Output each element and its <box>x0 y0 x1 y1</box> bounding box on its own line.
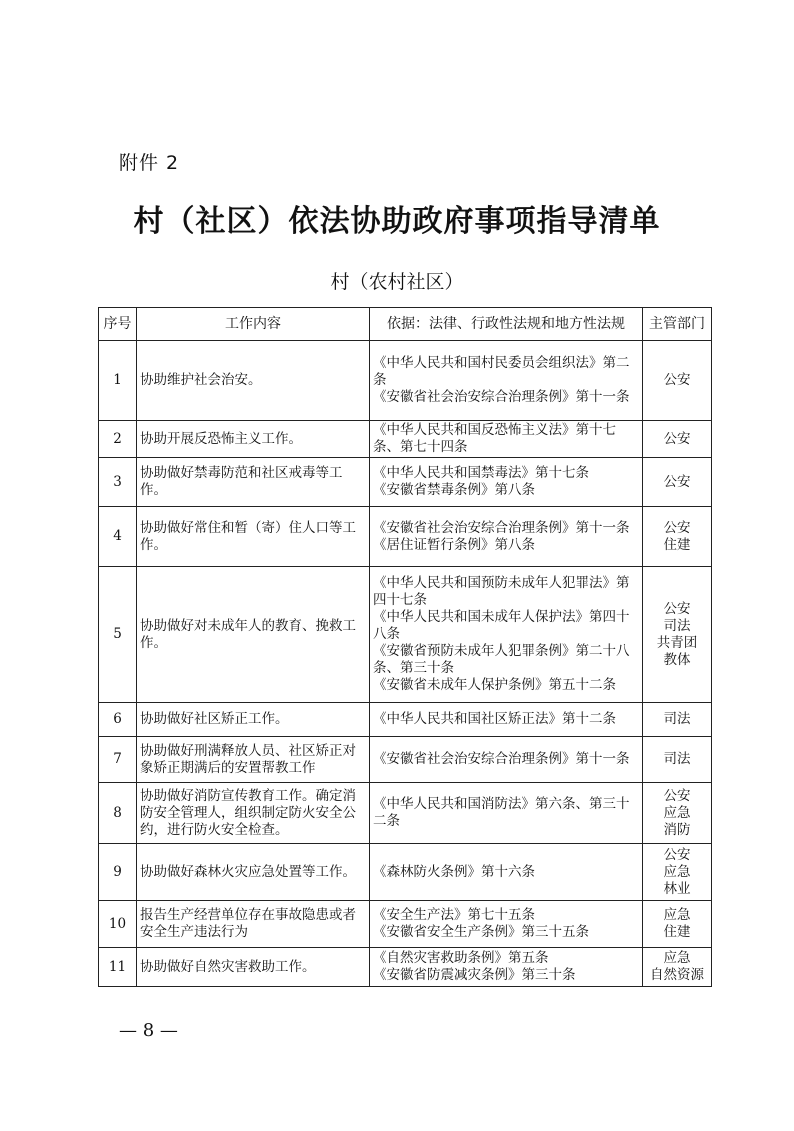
legal-basis <box>370 901 643 948</box>
work-content: 协助做好社区矫正工作。 <box>137 703 370 737</box>
legal-basis-line: 《中华人民共和国消防法》第六条、第三十二条 <box>373 796 630 829</box>
legal-basis-line: 《安徽省社会治安综合治理条例》第十一条 <box>373 389 630 405</box>
document-title: 村（社区）依法协助政府事项指导清单 <box>133 204 661 239</box>
work-content: 报告生产经营单位存在事故隐患或者安全生产违法行为 <box>137 901 370 948</box>
table-row <box>99 458 712 507</box>
legal-basis-line: 《自然灾害救助条例》第五条 <box>373 950 549 966</box>
legal-basis-line: 《安全生产法》第七十五条 <box>373 907 535 923</box>
work-content: 协助做好森林火灾应急处置等工作。 <box>137 844 370 901</box>
page-number: — 8 — <box>119 1020 178 1041</box>
table-header-row <box>99 308 712 341</box>
work-content: 协助做好常住和暂（寄）住人口等工作。 <box>137 507 370 567</box>
department-line: 公安 <box>663 430 691 447</box>
department <box>643 458 712 507</box>
legal-basis-line: 《安徽省社会治安综合治理条例》第十一条 <box>373 751 630 767</box>
department-line: 住建 <box>663 924 691 940</box>
legal-basis-line: 《安徽省防震减灾条例》第三十条 <box>373 967 576 983</box>
department-line: 司法 <box>663 751 691 767</box>
row-number: 2 <box>99 421 137 458</box>
department-line: 林业 <box>663 880 691 897</box>
row-number: 4 <box>99 507 137 567</box>
legal-basis <box>370 507 643 567</box>
legal-basis <box>370 737 643 783</box>
legal-basis-line: 《中华人民共和国预防未成年人犯罪法》第四十七条 <box>373 575 630 608</box>
department <box>643 507 712 567</box>
work-content: 协助做好自然灾害救助工作。 <box>137 948 370 987</box>
table-row <box>99 341 712 421</box>
guidance-table <box>98 307 712 987</box>
department-line: 公安 <box>663 519 691 536</box>
legal-basis <box>370 948 643 987</box>
table-body <box>99 341 712 987</box>
row-number: 8 <box>99 783 137 844</box>
department-line: 消防 <box>663 821 691 838</box>
legal-basis <box>370 421 643 458</box>
legal-basis <box>370 458 643 507</box>
department <box>643 421 712 458</box>
work-content: 协助做好对未成年人的教育、挽救工作。 <box>137 567 370 703</box>
department-line: 应急 <box>663 907 691 923</box>
work-content: 协助做好消防宣传教育工作。确定消防安全管理人，组织制定防火安全公约，进行防火安全检查。 <box>137 783 370 844</box>
department-line: 教体 <box>663 651 691 668</box>
attachment-label: 附件 2 <box>119 152 180 174</box>
table-row <box>99 783 712 844</box>
department <box>643 341 712 421</box>
legal-basis-line: 《中华人民共和国禁毒法》第十七条 <box>373 465 589 481</box>
work-content: 协助做好刑满释放人员、社区矫正对象矫正期满后的安置帮教工作 <box>137 737 370 783</box>
work-content: 协助维护社会治安。 <box>137 341 370 421</box>
section-title: 村（农村社区） <box>330 271 464 293</box>
department <box>643 567 712 703</box>
legal-basis <box>370 844 643 901</box>
department-line: 自然资源 <box>650 967 704 983</box>
legal-basis-line: 《森林防火条例》第十六条 <box>373 863 535 880</box>
department <box>643 783 712 844</box>
department-line: 公安 <box>663 372 691 388</box>
work-content: 协助开展反恐怖主义工作。 <box>137 421 370 458</box>
table-row <box>99 844 712 901</box>
department-line: 公安 <box>663 473 691 490</box>
legal-basis-line: 《安徽省未成年人保护条例》第五十二条 <box>373 677 616 693</box>
table-row <box>99 507 712 567</box>
legal-basis-line: 《安徽省预防未成年人犯罪条例》第二十八条、第三十条 <box>373 643 630 676</box>
department-line: 司法 <box>663 711 691 727</box>
department <box>643 901 712 948</box>
department-line: 住建 <box>663 536 691 553</box>
department-line: 公安 <box>663 600 691 617</box>
table-row <box>99 421 712 458</box>
department <box>643 737 712 783</box>
table-row <box>99 948 712 987</box>
table-row <box>99 737 712 783</box>
row-number: 1 <box>99 341 137 421</box>
table-row <box>99 901 712 948</box>
legal-basis-line: 《安徽省社会治安综合治理条例》第十一条 <box>373 519 630 536</box>
table-row <box>99 703 712 737</box>
legal-basis-line: 《中华人民共和国未成年人保护法》第四十八条 <box>373 609 630 642</box>
department <box>643 703 712 737</box>
row-number: 5 <box>99 567 137 703</box>
legal-basis-line: 《居住证暂行条例》第八条 <box>373 536 535 553</box>
header-work: 工作内容 <box>137 308 370 341</box>
department <box>643 948 712 987</box>
row-number: 10 <box>99 901 137 948</box>
department-line: 公安 <box>663 787 691 804</box>
legal-basis-line: 《中华人民共和国社区矫正法》第十二条 <box>373 711 616 727</box>
legal-basis <box>370 783 643 844</box>
department-line: 应急 <box>663 863 691 880</box>
legal-basis-line: 《安徽省安全生产条例》第三十五条 <box>373 924 589 940</box>
row-number: 6 <box>99 703 137 737</box>
row-number: 7 <box>99 737 137 783</box>
header-no: 序号 <box>99 308 137 341</box>
work-content: 协助做好禁毒防范和社区戒毒等工作。 <box>137 458 370 507</box>
legal-basis <box>370 341 643 421</box>
table-row <box>99 567 712 703</box>
department-line: 公安 <box>663 846 691 863</box>
row-number: 3 <box>99 458 137 507</box>
legal-basis-line: 《安徽省禁毒条例》第八条 <box>373 482 535 498</box>
row-number: 9 <box>99 844 137 901</box>
header-basis: 依据：法律、行政性法规和地方性法规 <box>370 308 643 341</box>
header-dept: 主管部门 <box>643 308 712 341</box>
department-line: 司法 <box>663 617 691 634</box>
department-line: 共青团 <box>656 634 698 651</box>
department-line: 应急 <box>663 804 691 821</box>
row-number: 11 <box>99 948 137 987</box>
legal-basis <box>370 703 643 737</box>
legal-basis-line: 《中华人民共和国反恐怖主义法》第十七条、第七十四条 <box>373 422 616 455</box>
legal-basis-line: 《中华人民共和国村民委员会组织法》第二条 <box>373 355 630 388</box>
legal-basis <box>370 567 643 703</box>
department <box>643 844 712 901</box>
department-line: 应急 <box>663 950 691 966</box>
